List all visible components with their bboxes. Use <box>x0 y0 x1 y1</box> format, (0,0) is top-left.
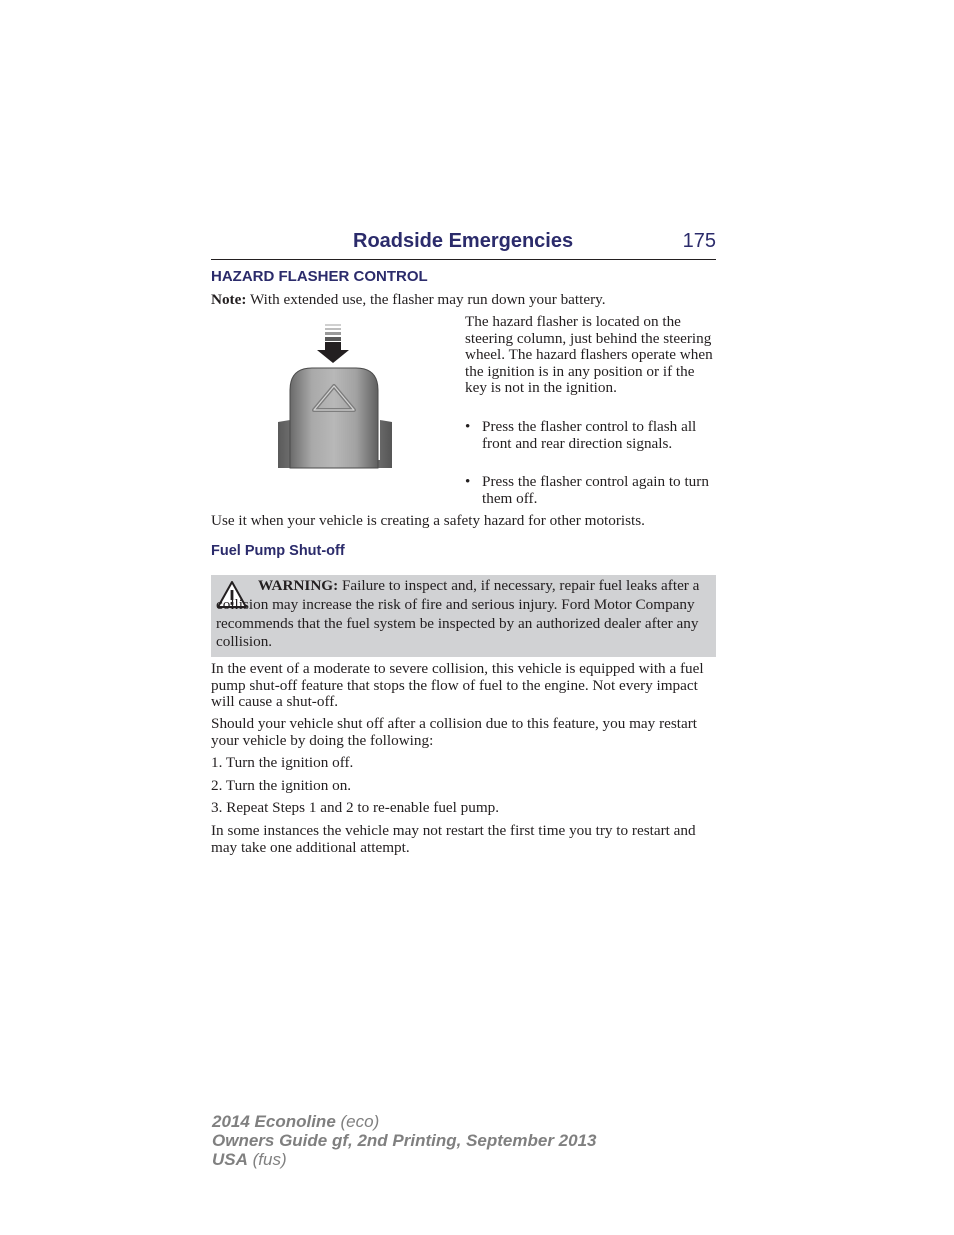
warning-label: WARNING: <box>258 577 339 594</box>
footer-region-code: (fus) <box>247 1150 287 1169</box>
fuel-pump-heading: Fuel Pump Shut-off <box>211 543 345 559</box>
footer-model-code: (eco) <box>335 1112 380 1131</box>
footer-region: USA <box>212 1150 248 1169</box>
page-number: 175 <box>682 230 716 252</box>
bullet-text: Press the flasher control to flash all front and rear direction signals. <box>482 418 697 452</box>
footer-model: 2014 Econoline <box>212 1112 336 1131</box>
step-item: 1. Turn the ignition off. <box>211 754 354 771</box>
page-footer <box>212 1112 596 1169</box>
note-label: Note: <box>211 291 247 308</box>
footer-guide: Owners Guide gf, 2nd Printing, September 2013 <box>212 1131 597 1150</box>
fuel-pump-paragraph-1: In the event of a moderate to severe collision, this vehicle is equipped with a fuel pump shut-off feature that stops the flow of fuel to the engine. Not every impact will cause a shut-off. <box>211 660 704 711</box>
note-paragraph <box>211 292 716 309</box>
page-header <box>211 229 716 260</box>
hazard-description: The hazard flasher is located on the steering column, just behind the steering wheel. The hazard flashers operate when the ignition is in any position or if the key is not in the ignition. <box>465 313 713 397</box>
hazard-flasher-button-icon <box>266 320 402 472</box>
bullet-marker: • <box>465 418 471 435</box>
warning-box <box>211 575 716 657</box>
step-item: 2. Turn the ignition on. <box>211 777 352 794</box>
bullet-marker: • <box>465 473 471 490</box>
chapter-title: Roadside Emergencies <box>353 230 574 252</box>
step-item: 3. Repeat Steps 1 and 2 to re-enable fuel pump. <box>211 799 500 816</box>
fuel-pump-paragraph-3: In some instances the vehicle may not restart the first time you try to restart and may take one additional attempt. <box>211 822 696 856</box>
fuel-pump-paragraph-2: Should your vehicle shut off after a collision due to this feature, you may restart your vehicle by doing the following: <box>211 715 698 749</box>
warning-body: Failure to inspect and, if necessary, repair fuel leaks after a collision may increase the risk of fire and serious injury. Ford Motor Company recommends that the fuel system be inspected by an authorized dealer after any collision. <box>216 577 700 651</box>
bullet-text: Press the flasher control again to turn them off. <box>482 473 709 507</box>
warning-text <box>216 577 712 652</box>
hazard-flasher-heading: HAZARD FLASHER CONTROL <box>211 268 428 285</box>
hazard-closing-paragraph: Use it when your vehicle is creating a safety hazard for other motorists. <box>211 512 645 529</box>
note-text: With extended use, the flasher may run down your battery. <box>246 291 606 308</box>
